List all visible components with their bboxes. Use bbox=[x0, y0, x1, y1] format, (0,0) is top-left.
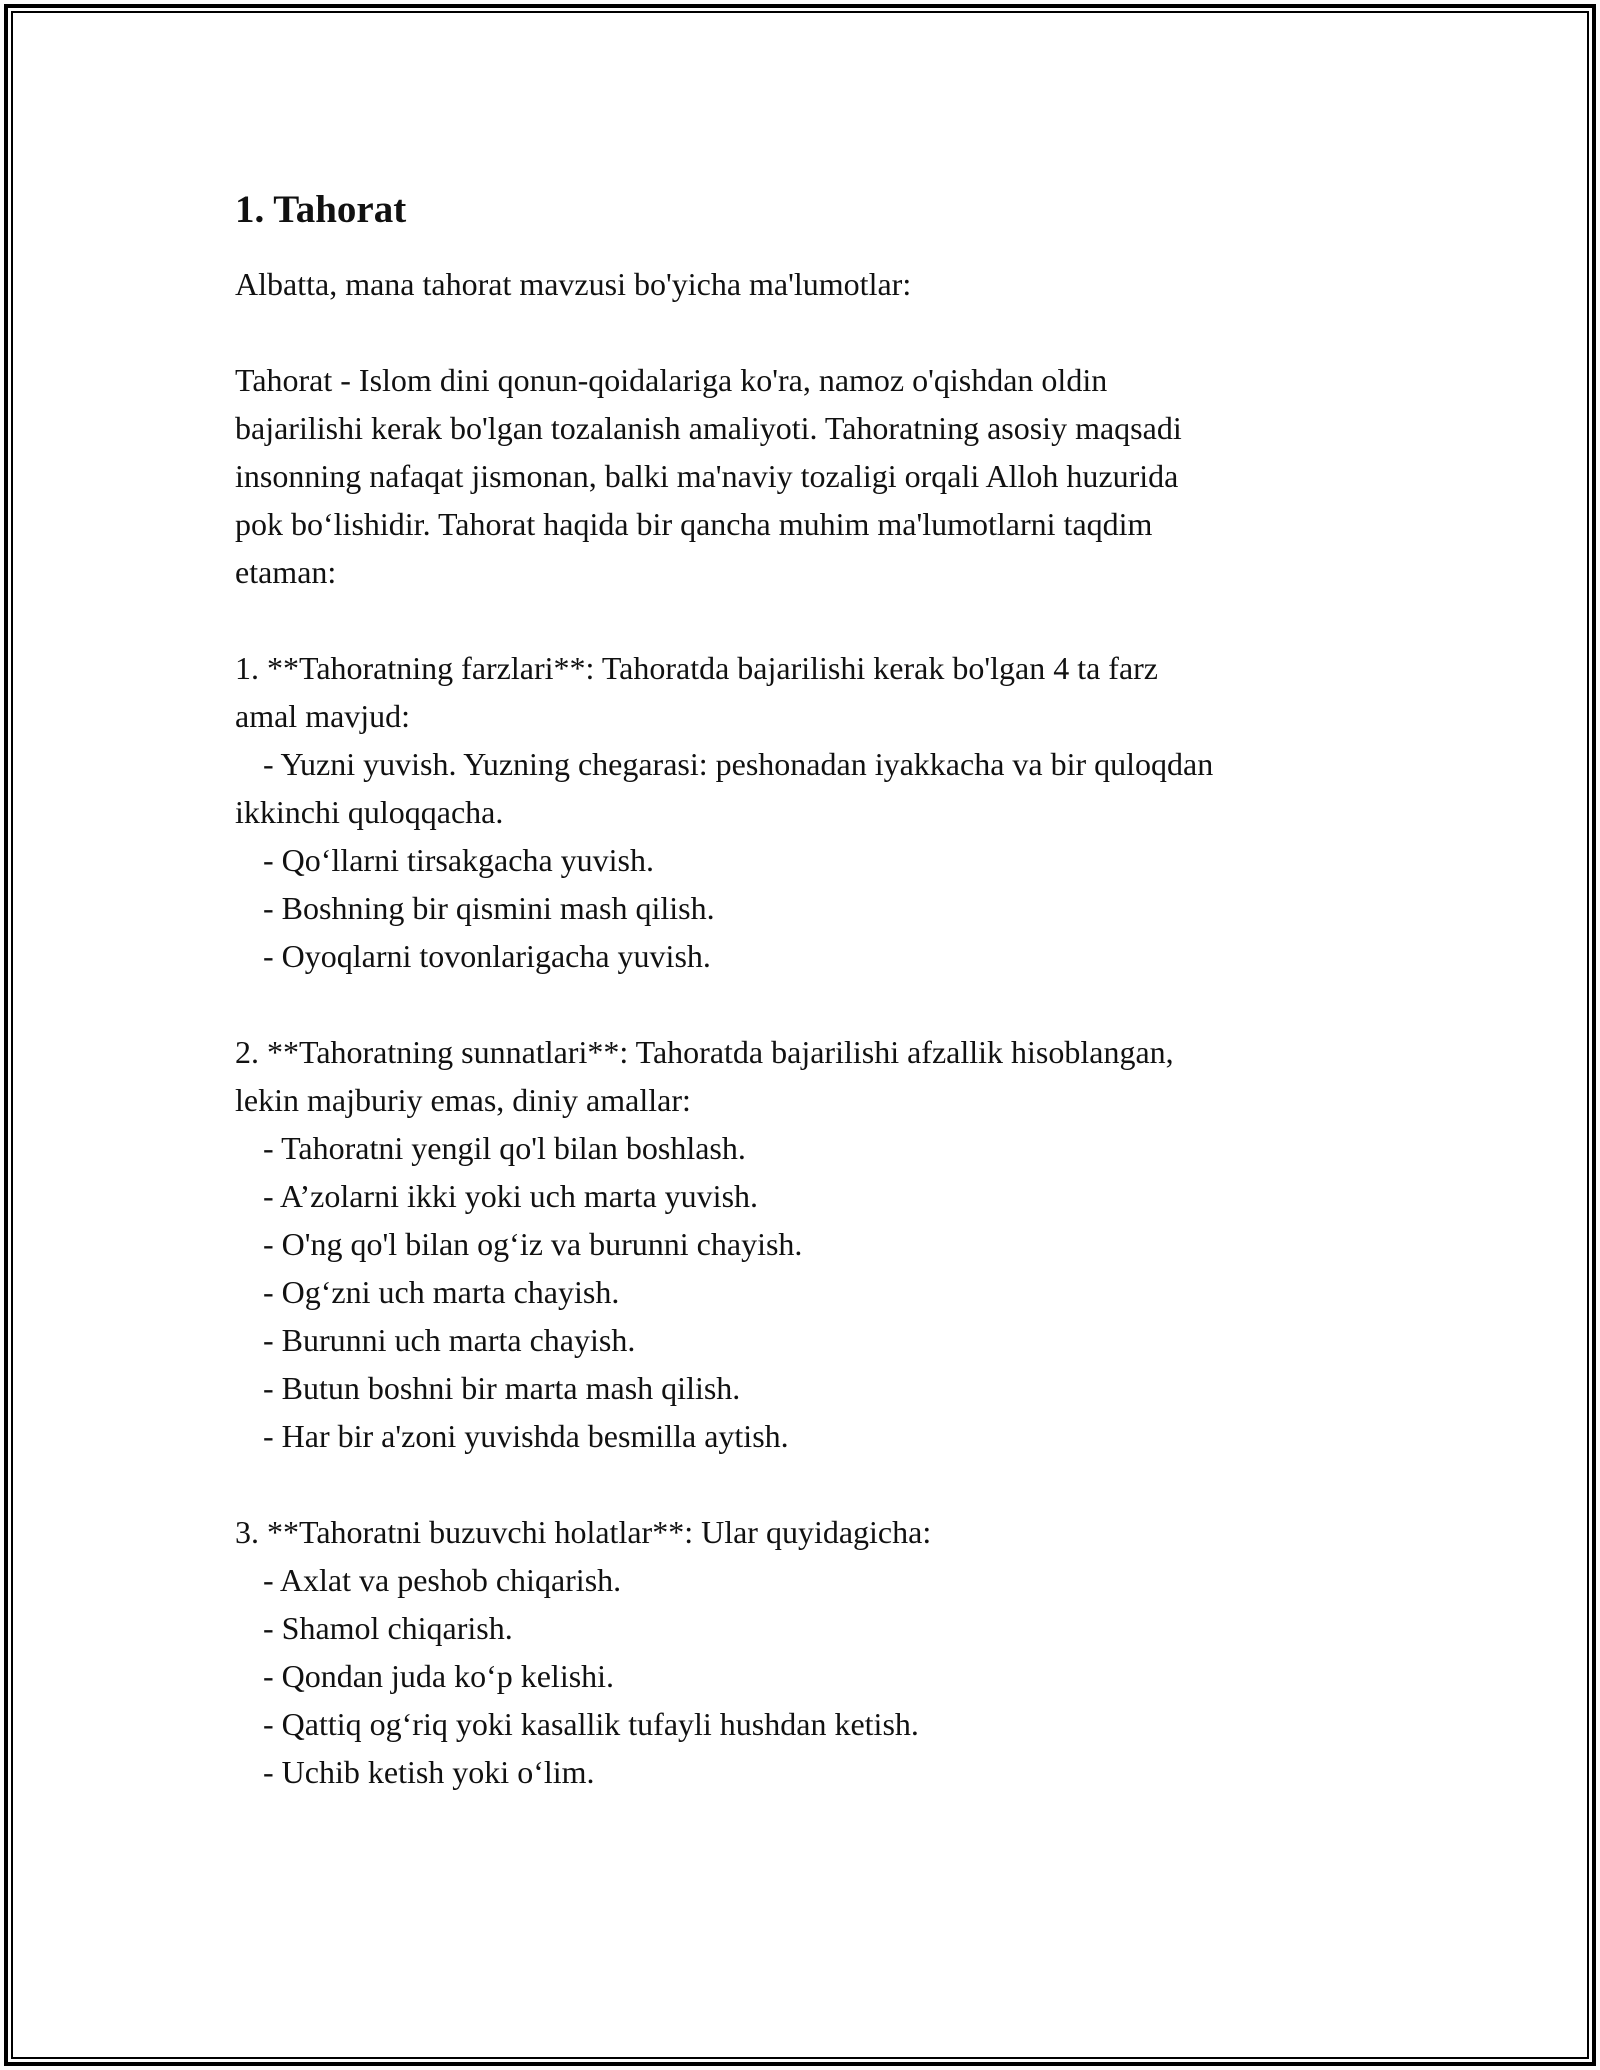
section-heading-line: lekin majburiy emas, diniy amallar: bbox=[235, 1082, 691, 1118]
list-item: - Axlat va peshob chiqarish. bbox=[263, 1562, 622, 1598]
list-item: - Burunni uch marta chayish. bbox=[263, 1322, 636, 1358]
list-item: - Qondan juda ko‘p kelishi. bbox=[263, 1658, 615, 1694]
paragraph-line: pok bo‘lishidir. Tahorat haqida bir qancha muhim ma'lumotlarni taqdim bbox=[235, 506, 1153, 542]
paragraph-gap bbox=[235, 308, 1365, 356]
section-heading-line: 3. **Tahoratni buzuvchi holatlar**: Ular quyidagicha: bbox=[235, 1514, 932, 1550]
list-item: - O'ng qo'l bilan og‘iz va burunni chayish. bbox=[263, 1226, 803, 1262]
list-item: - Butun boshni bir marta mash qilish. bbox=[263, 1370, 741, 1406]
list-item: - Qattiq og‘riq yoki kasallik tufayli hushdan ketish. bbox=[263, 1706, 919, 1742]
paragraph-gap bbox=[235, 596, 1365, 644]
list-item-continuation: ikkinchi quloqqacha. bbox=[235, 794, 504, 830]
paragraph-line: Tahorat - Islom dini qonun-qoidalariga ko'ra, namoz o'qishdan oldin bbox=[235, 362, 1108, 398]
intro-line: Albatta, mana tahorat mavzusi bo'yicha ma'lumotlar: bbox=[235, 266, 912, 302]
list-item: - A’zolarni ikki yoki uch marta yuvish. bbox=[263, 1178, 759, 1214]
section-heading-line: 1. **Tahoratning farzlari**: Tahoratda bajarilishi kerak bo'lgan 4 ta farz bbox=[235, 650, 1158, 686]
paragraph-line: insonning nafaqat jismonan, balki ma'naviy tozaligi orqali Alloh huzurida bbox=[235, 458, 1179, 494]
paragraph-gap bbox=[235, 980, 1365, 1028]
list-item: - Og‘zni uch marta chayish. bbox=[263, 1274, 620, 1310]
list-item: - Uchib ketish yoki o‘lim. bbox=[263, 1754, 595, 1790]
section-buzuvchi-holatlar bbox=[235, 1508, 1365, 1796]
paragraph-line: etaman: bbox=[235, 554, 337, 590]
list-item: - Qo‘llarni tirsakgacha yuvish. bbox=[263, 842, 654, 878]
document-title: 1. Tahorat bbox=[235, 188, 407, 231]
section-farzlar bbox=[235, 644, 1365, 980]
section-heading-line: amal mavjud: bbox=[235, 698, 411, 734]
document-body bbox=[235, 186, 1365, 1796]
paragraph-line: bajarilishi kerak bo'lgan tozalanish amaliyoti. Tahoratning asosiy maqsadi bbox=[235, 410, 1182, 446]
list-item: - Yuzni yuvish. Yuzning chegarasi: peshonadan iyakkacha va bir quloqdan bbox=[263, 746, 1214, 782]
definition-paragraph bbox=[235, 356, 1365, 596]
section-heading-line: 2. **Tahoratning sunnatlari**: Tahoratda bajarilishi afzallik hisoblangan, bbox=[235, 1034, 1174, 1070]
paragraph-gap bbox=[235, 1460, 1365, 1508]
list-item: - Boshning bir qismini mash qilish. bbox=[263, 890, 715, 926]
list-item: - Har bir a'zoni yuvishda besmilla aytish. bbox=[263, 1418, 789, 1454]
list-item: - Tahoratni yengil qo'l bilan boshlash. bbox=[263, 1130, 746, 1166]
list-item: - Shamol chiqarish. bbox=[263, 1610, 513, 1646]
list-item: - Oyoqlarni tovonlarigacha yuvish. bbox=[263, 938, 711, 974]
section-sunnatlar bbox=[235, 1028, 1365, 1460]
